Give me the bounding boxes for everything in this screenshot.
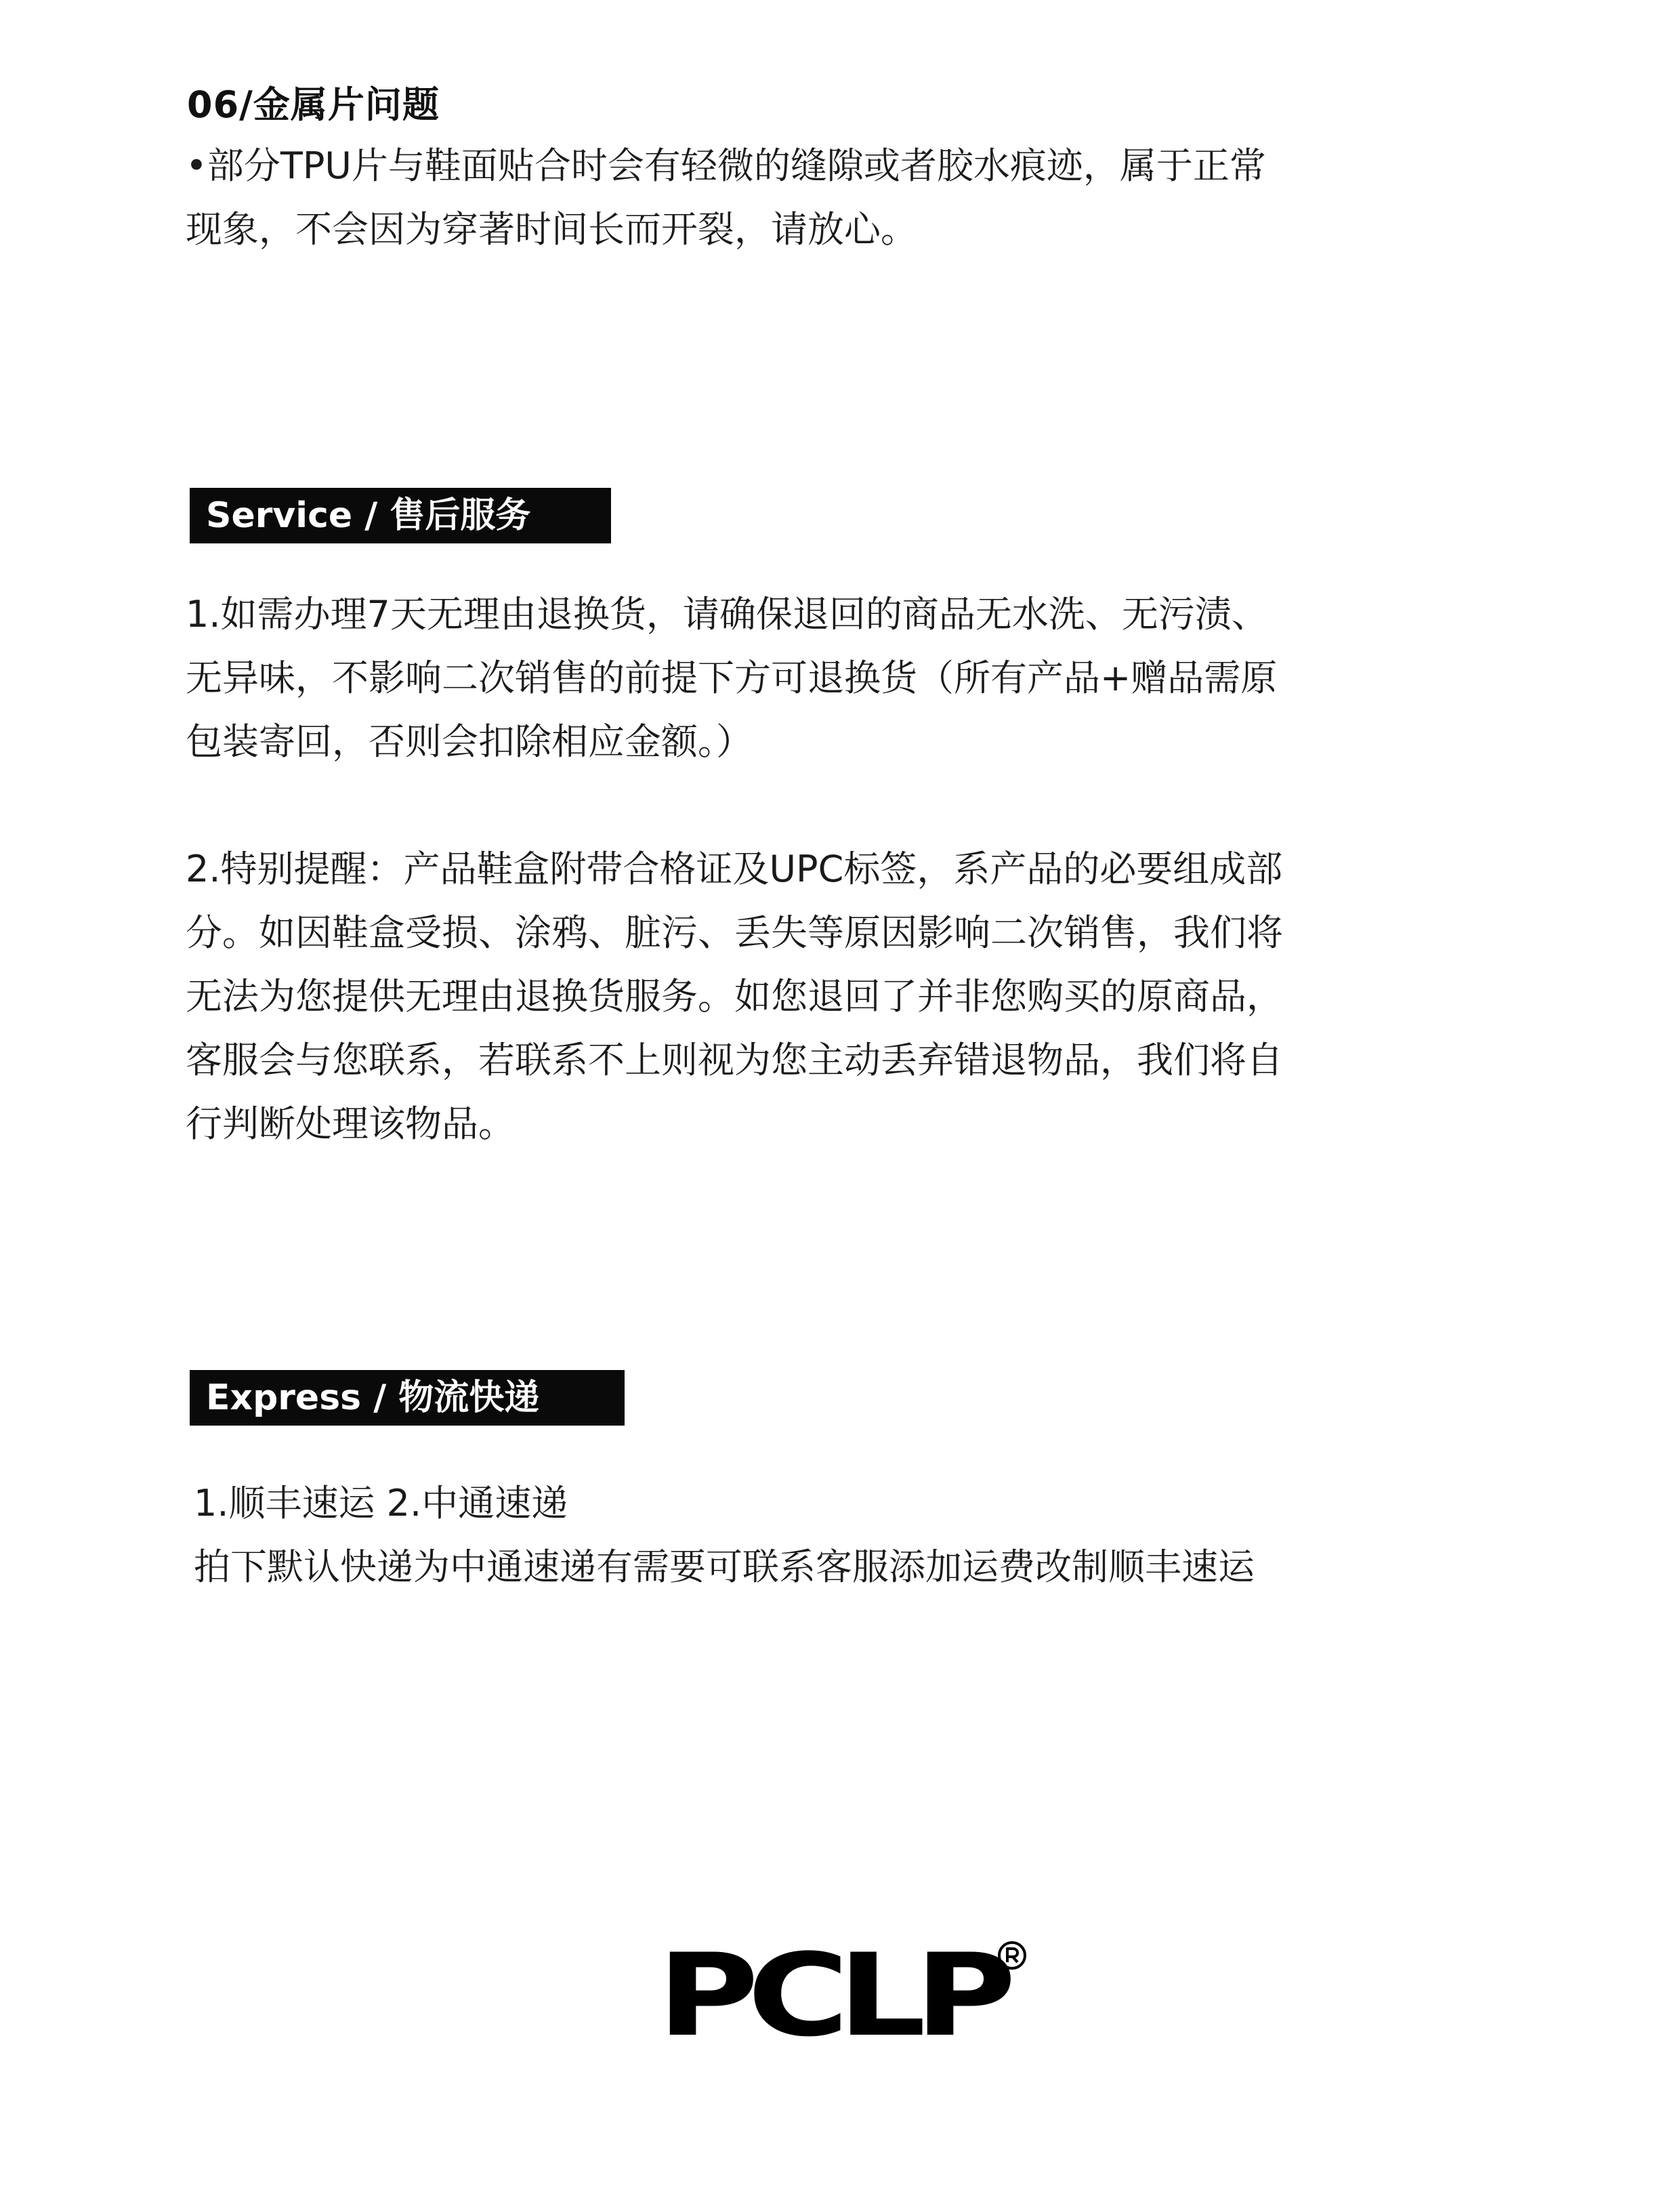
service-label: Service / 售后服务	[190, 488, 611, 543]
express-text: 1.顺丰速运 2.中通速递 拍下默认快递为中通速递有需要可联系客服添加运费改制顺丰速运	[194, 1482, 1255, 1588]
express-label: Express / 物流快递	[190, 1370, 625, 1426]
metal-section-text: •部分TPU片与鞋面贴合时会有轻微的缝隙或者胶水痕迹，属于正常 现象，不会因为穿著时间长而开裂，请放心。	[186, 144, 1266, 251]
brand-logo	[657, 1929, 1036, 2062]
registered-mark-icon	[997, 1941, 1027, 1970]
metal-section-title: 06/金属片问题	[187, 83, 440, 126]
service-paragraph-1: 1.如需办理7天无理由退换货，请确保退回的商品无水洗、无污渍、 无异味，不影响二次销售的前提下方可退换货（所有产品+赠品需原 包装寄回，否则会扣除相应金额。）	[186, 593, 1278, 763]
brand-logo-text: PCLP	[657, 1929, 1005, 2062]
service-paragraph-2: 2.特别提醒：产品鞋盒附带合格证及UPC标签，系产品的必要组成部 分。如因鞋盒受损、涂鸦、脏污、丢失等原因影响二次销售，我们将 无法为您提供无理由退换货服务。如您退回了并非您购买的原商品， 客服会与您联系，若联系不上则视为您主动丢弃错退物品，我们将自 行判断处理该物品。	[186, 848, 1283, 1145]
